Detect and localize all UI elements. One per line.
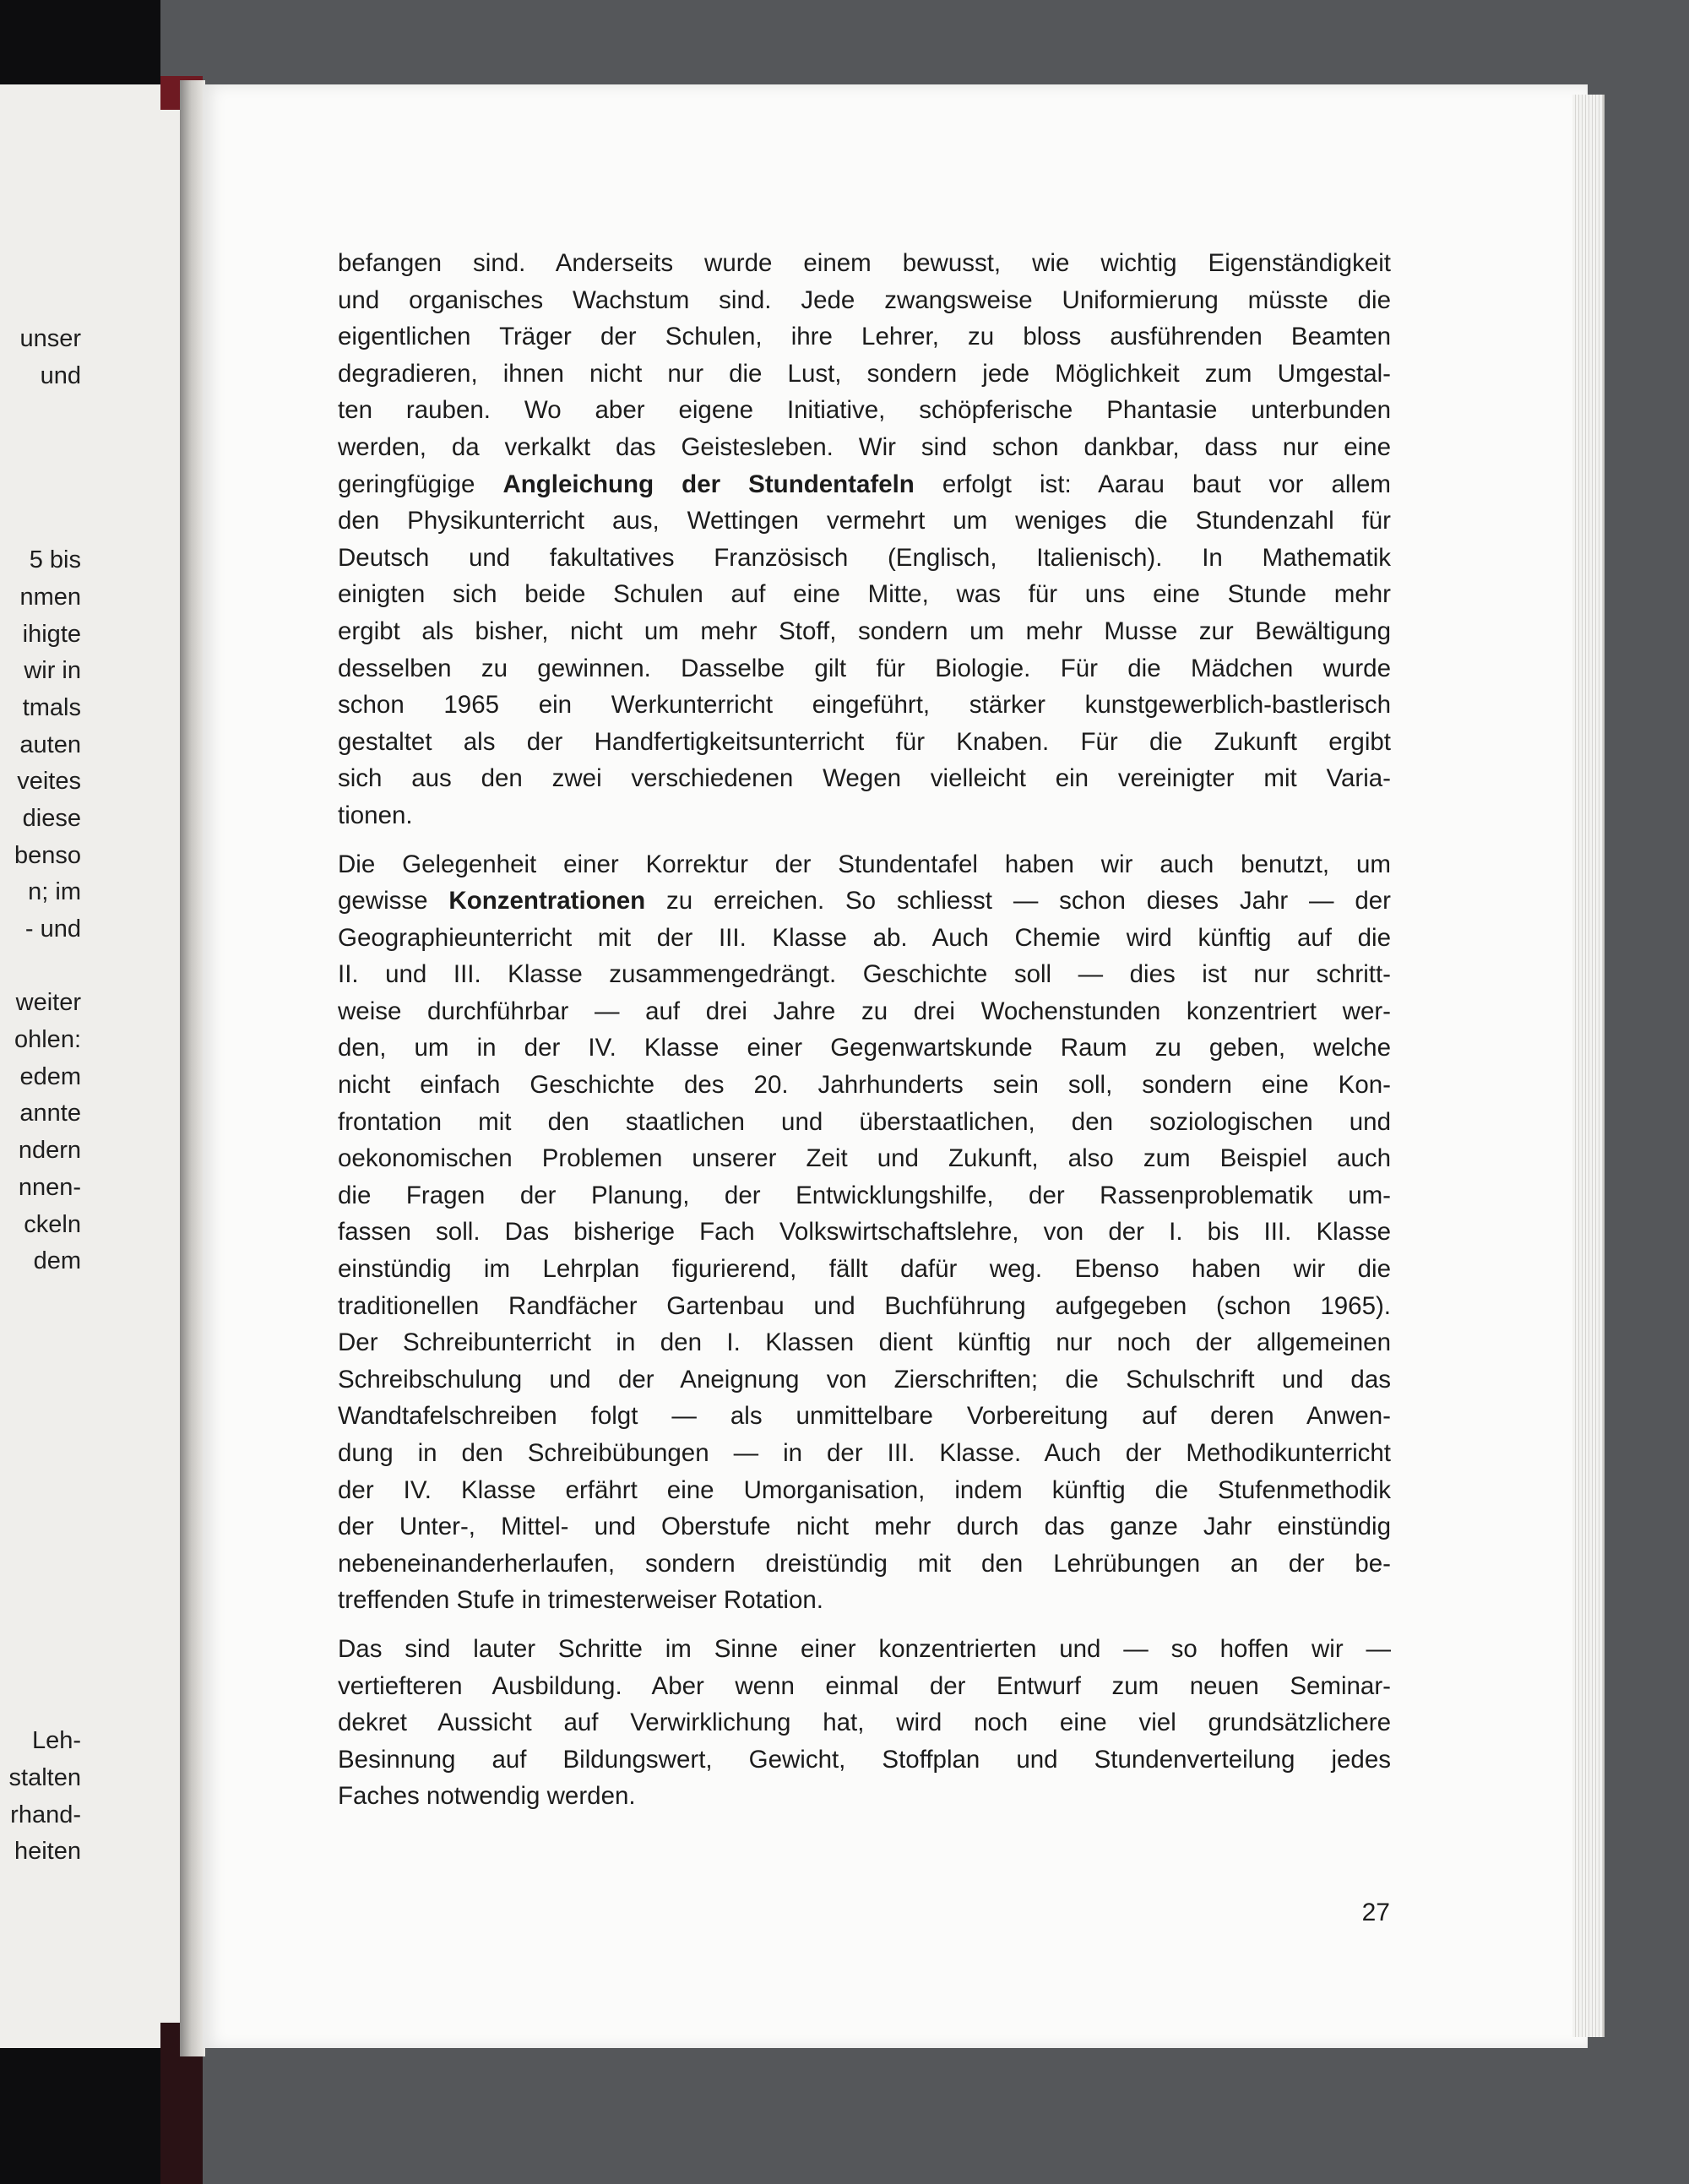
text-line: desselben zu gewinnen. Dasselbe gilt für Biologie. Für die Mädchen wurde (338, 654, 1391, 682)
left-line: dem (33, 1247, 81, 1275)
left-line: annte (19, 1100, 81, 1127)
text-line: Wandtafelschreiben folgt — als unmittelbare Vorbereitung auf deren Anwen- (338, 1402, 1391, 1431)
text-line: nebeneinanderherlaufen, sondern dreistündig mit den Lehrübungen an der be- (338, 1549, 1391, 1578)
left-line: weiter (15, 989, 81, 1017)
text-line: Der Schreibunterricht in den I. Klassen dient künftig nur noch der allgemeinen (338, 1328, 1391, 1357)
page-gutter (180, 80, 205, 2056)
text-line: Die Gelegenheit einer Korrektur der Stundentafel haben wir auch benutzt, um (338, 850, 1391, 878)
text-line: traditionellen Randfächer Gartenbau und Buchführung aufgegeben (schon 1965). (338, 1291, 1391, 1320)
left-line: n; im (28, 878, 81, 906)
text-line: und organisches Wachstum sind. Jede zwangsweise Uniformierung müsste die (338, 285, 1391, 314)
text-line: vertiefteren Ausbildung. Aber wenn einmal der Entwurf zum neuen Seminar- (338, 1671, 1391, 1700)
paragraph-1 (338, 245, 1391, 834)
left-page (0, 84, 194, 2048)
text-line: oekonomischen Problemen unserer Zeit und Zukunft, also zum Beispiel auch (338, 1144, 1391, 1173)
text-line: Deutsch und fakultatives Französisch (Englisch, Italienisch). In Mathematik (338, 543, 1391, 572)
left-line: veites (17, 768, 81, 796)
left-line (0, 432, 81, 469)
left-line (0, 394, 81, 432)
text-line (338, 466, 1391, 503)
text-line: sich aus den zwei verschiedenen Wegen vielleicht ein vereinigter mit Varia- (338, 764, 1391, 793)
left-line (0, 1575, 81, 1612)
paragraph-3 (338, 1631, 1391, 1815)
left-line (0, 1539, 81, 1576)
left-line (0, 1428, 81, 1465)
paragraph-2 (338, 846, 1391, 1619)
text-line: einigten sich beide Schulen auf eine Mitte, was für uns eine Stunde mehr (338, 580, 1391, 609)
left-line: rhand- (10, 1801, 81, 1828)
text-line: eigentlichen Träger der Schulen, ihre Lehrer, zu bloss ausführenden Beamten (338, 323, 1391, 351)
page-stack-edge (1572, 95, 1605, 2037)
text-line (338, 883, 1391, 920)
left-line: ohlen: (14, 1026, 81, 1054)
left-line: heiten (14, 1838, 81, 1866)
left-line: stalten (8, 1763, 81, 1791)
text-line: frontation mit den staatlichen und überstaatlichen, den soziologischen und (338, 1107, 1391, 1136)
page-number: 27 (1361, 1899, 1390, 1926)
left-line: auten (19, 731, 81, 758)
left-line: tmals (22, 693, 81, 721)
text-line: degradieren, ihnen nicht nur die Lust, sondern jede Möglichkeit zum Umgestal- (338, 359, 1391, 388)
bold-heading-angleichung: Angleichung der Stundentafeln (502, 470, 915, 498)
text-line: einstündig im Lehrplan figurierend, fällt dafür weg. Ebenso haben wir die (338, 1255, 1391, 1284)
text-line: Geographieunterricht mit der III. Klasse ab. Auch Chemie wird künftig auf die (338, 923, 1391, 952)
text-line: dekret Aussicht auf Verwirklichung hat, wird noch eine viel grundsätzlichere (338, 1709, 1391, 1737)
left-line: wir in (24, 657, 81, 685)
left-line (0, 1354, 81, 1391)
left-line: nnen- (18, 1173, 81, 1201)
text-line: dung in den Schreibübungen — in der III. Klasse. Auch der Methodikunterricht (338, 1439, 1391, 1467)
left-line (0, 1612, 81, 1649)
left-line: edem (19, 1062, 81, 1090)
left-line (0, 1391, 81, 1428)
left-line (0, 505, 81, 542)
left-line: ndern (18, 1137, 81, 1165)
text-line: II. und III. Klasse zusammengedrängt. Geschichte soll — dies ist nur schritt- (338, 960, 1391, 989)
left-line (0, 1502, 81, 1539)
text-line: fassen soll. Das bisherige Fach Volkswirtschaftslehre, von der I. bis III. Klasse (338, 1218, 1391, 1247)
left-line (0, 1649, 81, 1687)
text-segment: geringfügige (338, 470, 503, 498)
text-line: die Fragen der Planung, der Entwicklungshilfe, der Rassenproblematik um- (338, 1181, 1391, 1209)
left-line: Leh- (31, 1727, 81, 1755)
main-text-block (338, 245, 1391, 1815)
text-segment: zu erreichen. So schliesst — schon dieses Jahr — der (645, 887, 1392, 915)
left-line: und (40, 361, 81, 389)
text-line: Besinnung auf Bildungswert, Gewicht, Stoffplan und Stundenverteilung jedes (338, 1745, 1391, 1774)
left-line: nmen (19, 583, 81, 611)
text-line: ergibt als bisher, nicht um mehr Stoff, sondern um mehr Musse zur Bewältigung (338, 617, 1391, 645)
text-line: Faches notwendig werden. (338, 1782, 636, 1811)
left-line: diese (22, 804, 81, 832)
left-line (0, 1317, 81, 1355)
text-line: werden, da verkalkt das Geistesleben. Wir sind schon dankbar, dass nur eine (338, 432, 1391, 461)
text-line: der Unter-, Mittel- und Oberstufe nicht mehr durch das ganze Jahr einstündig (338, 1513, 1391, 1541)
text-line: gestaltet als der Handfertigkeitsunterricht für Knaben. Für die Zukunft ergibt (338, 727, 1391, 756)
left-line: 5 bis (29, 546, 81, 574)
left-line: benso (14, 841, 81, 869)
text-line: treffenden Stufe in trimesterweiser Rotation. (338, 1586, 823, 1615)
text-line: ten rauben. Wo aber eigene Initiative, schöpferische Phantasie unterbunden (338, 396, 1391, 425)
left-line (0, 469, 81, 506)
bold-heading-konzentrationen: Konzentrationen (448, 887, 646, 915)
left-line: unser (19, 325, 81, 352)
text-line: der IV. Klasse erfährt eine Umorganisation, indem künftig die Stufenmethodik (338, 1475, 1391, 1504)
left-line (0, 1686, 81, 1723)
text-line: schon 1965 ein Werkunterricht eingeführt, stärker kunstgewerblich-bastlerisch (338, 691, 1391, 720)
text-line: Schreibschulung und der Aneignung von Zierschriften; die Schulschrift und das (338, 1365, 1391, 1394)
text-line: weise durchführbar — auf drei Jahre zu drei Wochenstunden konzentriert wer- (338, 997, 1391, 1025)
left-line: ihigte (22, 620, 81, 648)
text-line: den Physikunterricht aus, Wettingen vermehrt um weniges die Stundenzahl für (338, 507, 1391, 535)
text-segment: gewisse (338, 887, 449, 915)
left-line (0, 1280, 81, 1317)
text-line: den, um in der IV. Klasse einer Gegenwartskunde Raum zu geben, welche (338, 1034, 1391, 1062)
left-line (0, 1464, 81, 1502)
left-line (0, 948, 81, 986)
left-line: ckeln (24, 1210, 81, 1238)
text-line: befangen sind. Anderseits wurde einem bewusst, wie wichtig Eigenständigkeit (338, 249, 1391, 277)
left-page-text-column (0, 321, 81, 1871)
left-line: - und (24, 915, 81, 943)
text-segment: erfolgt ist: Aarau baut vor allem (914, 470, 1392, 498)
text-line: nicht einfach Geschichte des 20. Jahrhunderts sein soll, sondern eine Kon- (338, 1071, 1391, 1100)
text-line: Das sind lauter Schritte im Sinne einer konzentrierten und — so hoffen wir — (338, 1634, 1391, 1663)
text-line: tionen. (338, 801, 413, 829)
